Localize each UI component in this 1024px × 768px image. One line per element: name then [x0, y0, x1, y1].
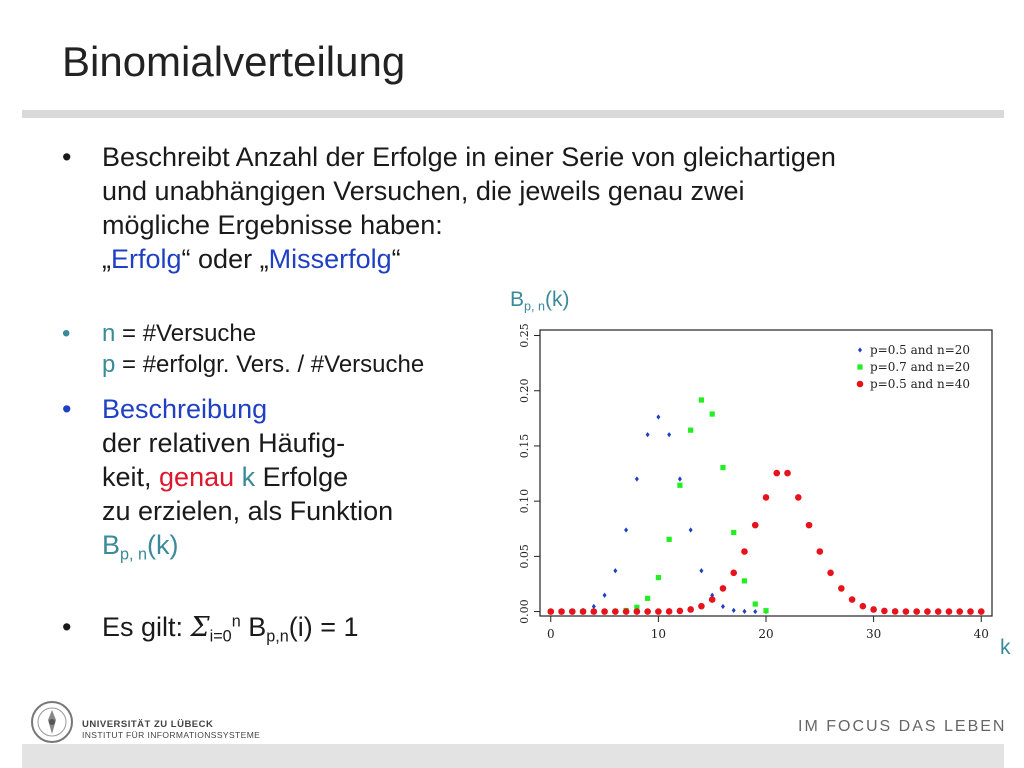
data-point	[924, 608, 931, 615]
y-tick-label: 0.10	[518, 488, 531, 514]
data-point	[892, 608, 899, 615]
footer-tagline: IM FOCUS DAS LEBEN	[798, 718, 1007, 735]
data-point	[806, 522, 813, 529]
data-point	[913, 608, 920, 615]
bullet-line: Beschreibt Anzahl der Erfolge in einer Serie von gleichartigen	[102, 142, 836, 172]
data-point	[709, 596, 716, 603]
data-point	[731, 530, 736, 535]
data-point	[666, 608, 673, 615]
data-point	[742, 578, 747, 583]
quote: “	[391, 244, 401, 274]
term-misserfolg: Misserfolg	[268, 244, 392, 274]
slide-title: Binomialverteilung	[62, 38, 406, 85]
data-point	[699, 397, 704, 402]
text: Es gilt:	[102, 612, 191, 642]
sum-B-sub: p,n	[266, 627, 289, 646]
x-tick-label: 40	[973, 627, 989, 641]
data-point	[753, 601, 758, 606]
y-label-arg: (k)	[545, 288, 570, 311]
var-p: p	[102, 351, 116, 378]
data-point	[558, 608, 565, 615]
data-point	[591, 608, 598, 615]
data-point	[763, 494, 770, 501]
var-n: n	[102, 320, 116, 347]
bullet-line	[102, 460, 393, 494]
term-genau: genau	[159, 462, 235, 492]
data-point	[720, 585, 727, 592]
legend-marker	[857, 381, 864, 388]
legend-marker	[858, 347, 862, 352]
x-tick-label: 10	[650, 627, 667, 641]
fn-arg: (k)	[147, 530, 179, 560]
bullet-line-outcomes	[102, 242, 836, 276]
data-point	[580, 608, 587, 615]
y-tick-label: 0.25	[518, 323, 531, 348]
bullet-dot: •	[62, 612, 72, 642]
data-point	[656, 414, 660, 419]
x-tick-label: 0	[546, 627, 555, 641]
text: keit,	[102, 462, 160, 492]
data-point	[732, 608, 736, 613]
data-point	[967, 608, 974, 615]
data-point	[677, 483, 682, 488]
function-name	[102, 528, 393, 562]
data-point	[849, 596, 856, 603]
data-point	[763, 608, 768, 613]
def-p	[102, 349, 424, 380]
data-point	[623, 608, 630, 615]
term-erfolg: Erfolg	[111, 244, 182, 274]
data-point	[601, 608, 608, 615]
data-point	[687, 606, 694, 613]
legend-label: p=0.5 and n=40	[870, 377, 971, 391]
data-point	[603, 593, 607, 598]
data-point	[752, 522, 759, 529]
data-point	[741, 548, 748, 555]
data-point	[677, 608, 684, 615]
legend-label: p=0.5 and n=20	[870, 343, 971, 357]
data-point	[720, 465, 725, 470]
data-point	[795, 494, 802, 501]
data-point	[956, 608, 963, 615]
data-point	[730, 570, 737, 577]
data-point	[935, 608, 942, 615]
data-point	[978, 608, 985, 615]
university-name-block	[82, 719, 260, 741]
sigma-symbol: Σ	[190, 612, 210, 643]
text: Erfolge	[255, 462, 349, 492]
data-point	[624, 527, 628, 532]
y-tick-label: 0.00	[518, 599, 531, 624]
data-point	[655, 608, 662, 615]
bullet-line: Beschreibung	[102, 394, 268, 424]
fn-B: B	[102, 530, 121, 560]
bullet-dot: •	[62, 142, 72, 172]
bullet-dot: •	[62, 394, 72, 424]
data-point	[689, 527, 693, 532]
data-point	[699, 568, 703, 573]
data-point	[635, 476, 639, 481]
var-k: k	[241, 462, 256, 492]
bullet-line: zu erzielen, als Funktion	[102, 496, 394, 526]
data-point	[612, 608, 619, 615]
fn-sub: p, n	[120, 545, 148, 564]
data-point	[634, 608, 641, 615]
bullet-dot: •	[62, 320, 71, 347]
legend-marker	[857, 364, 862, 369]
quote: „	[102, 244, 111, 274]
data-point	[646, 432, 650, 437]
sum-B: B	[240, 612, 267, 642]
data-point	[870, 606, 877, 613]
connector: “ oder „	[181, 244, 269, 274]
y-tick-label: 0.05	[518, 544, 531, 569]
sum-lower: i=0	[209, 627, 232, 646]
data-point	[838, 585, 845, 592]
data-point	[678, 476, 682, 481]
sum-upper: n	[231, 612, 241, 631]
legend-label: p=0.7 and n=20	[870, 360, 971, 374]
data-point	[817, 548, 824, 555]
university-name: UNIVERSITÄT ZU LÜBECK	[82, 719, 214, 730]
x-tick-label: 30	[865, 627, 882, 641]
data-point	[946, 608, 953, 615]
data-point	[753, 609, 757, 614]
data-point	[569, 608, 576, 615]
def-n-text: = #Versuche	[115, 320, 257, 347]
def-n	[102, 318, 424, 349]
data-point	[860, 603, 867, 610]
x-tick-label: 20	[758, 627, 774, 641]
data-point	[547, 608, 554, 615]
data-point	[667, 537, 672, 542]
data-point	[881, 608, 888, 615]
sum-rest: (i) = 1	[288, 612, 359, 642]
data-point	[645, 596, 650, 601]
data-point	[721, 604, 725, 609]
data-point	[644, 608, 651, 615]
data-point	[698, 603, 705, 610]
y-tick-label: 0.20	[518, 378, 531, 403]
data-point	[742, 609, 746, 614]
data-point	[903, 608, 910, 615]
data-point	[710, 411, 715, 416]
y-label-B: B	[510, 288, 525, 311]
title-divider	[22, 110, 1004, 118]
def-p-text: = #erfolgr. Vers. / #Versuche	[115, 351, 425, 378]
bullet-line: der relativen Häufig-	[102, 428, 346, 458]
data-point	[784, 470, 791, 477]
y-label-sub: p, n	[524, 299, 546, 314]
chart-x-label: k	[1000, 636, 1011, 659]
data-point	[688, 428, 693, 433]
bullet-line: und unabhängigen Versuchen, die jeweils genau zwei	[102, 176, 745, 206]
institute-name: INSTITUT FÜR INFORMATIONSSYSTEME	[82, 730, 261, 740]
data-point	[613, 568, 617, 573]
data-point	[773, 470, 780, 477]
bullet-line: mögliche Ergebnisse haben:	[102, 210, 443, 240]
y-tick-label: 0.15	[518, 433, 531, 459]
chart-y-label	[510, 288, 570, 312]
data-point	[656, 575, 661, 580]
data-point	[827, 570, 834, 577]
university-seal-icon	[30, 700, 74, 744]
footer-bar	[22, 744, 1004, 768]
binomial-chart	[500, 320, 1000, 650]
data-point	[667, 432, 671, 437]
